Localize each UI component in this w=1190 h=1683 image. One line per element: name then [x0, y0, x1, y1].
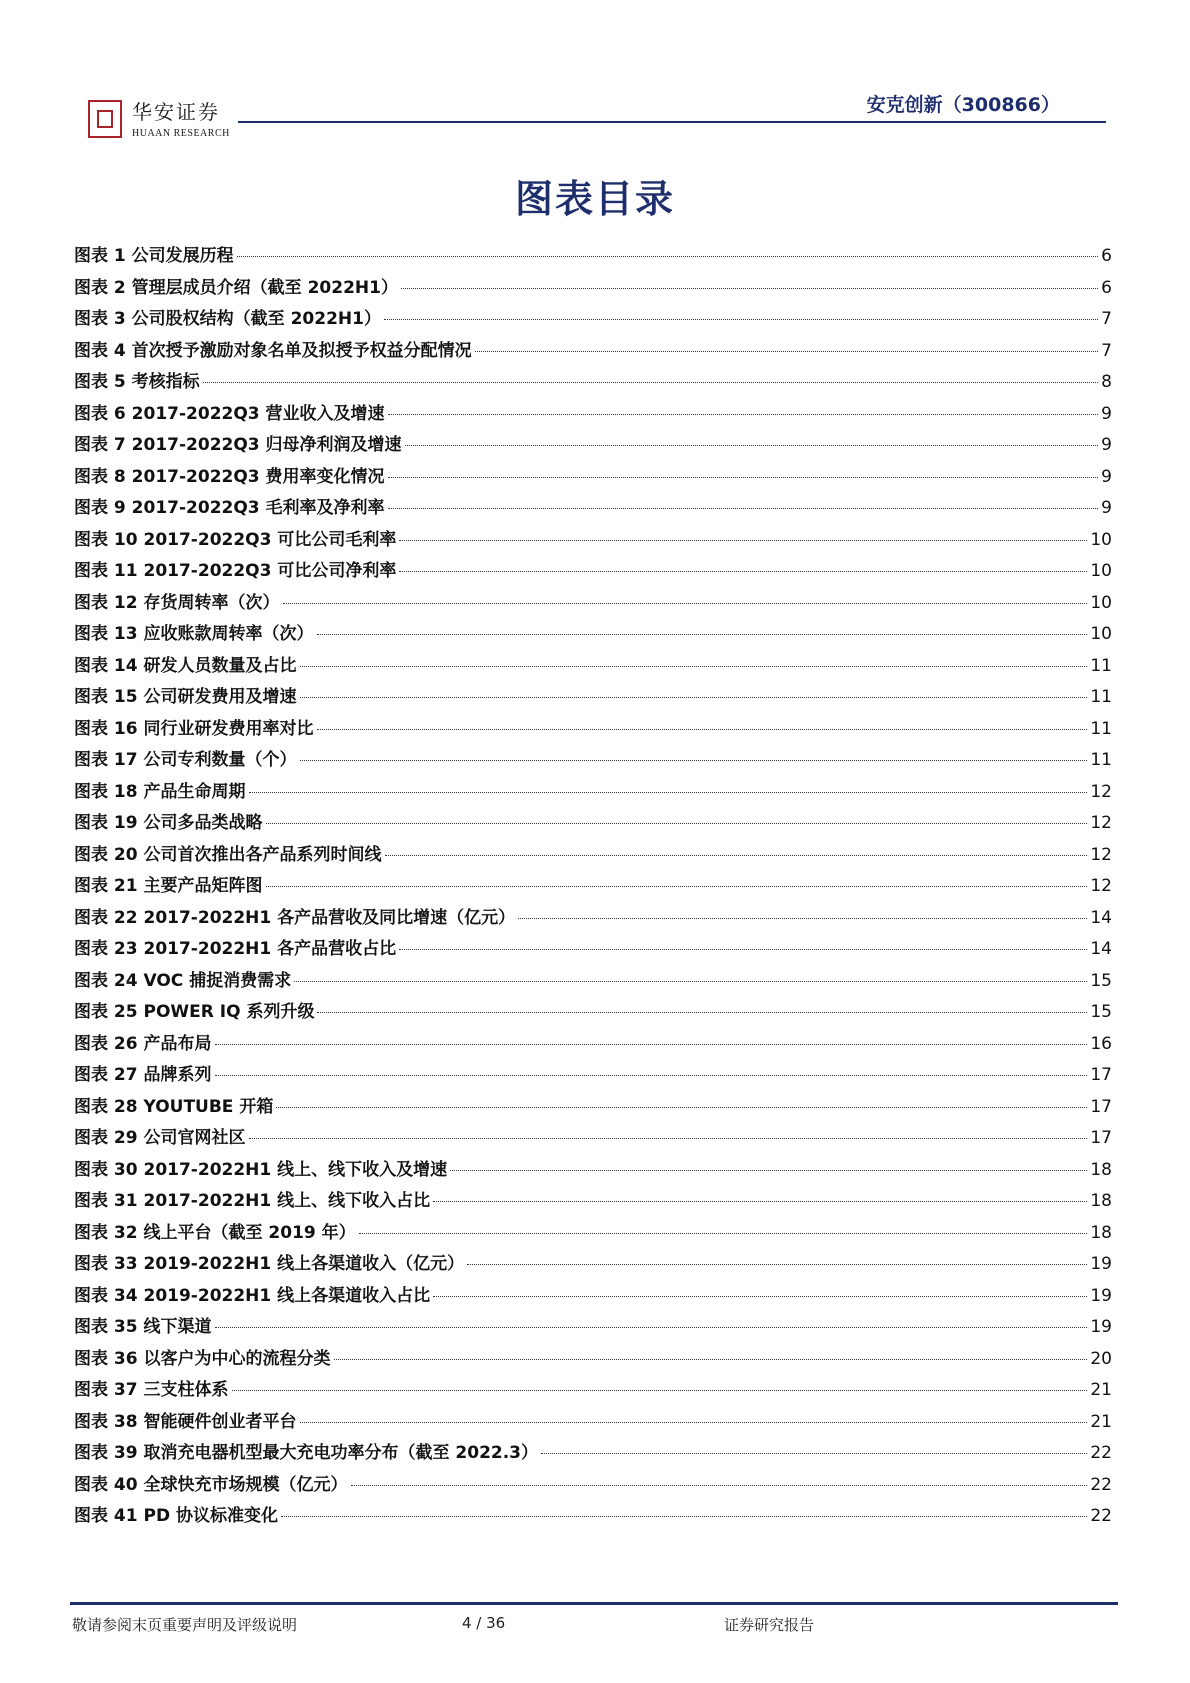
toc-leader-dots: [203, 382, 1099, 383]
toc-leader-dots: [215, 1044, 1088, 1045]
toc-entry-page: 9: [1101, 403, 1112, 424]
toc-entry-page: 10: [1090, 624, 1112, 644]
toc-entry-page: 7: [1101, 309, 1112, 329]
toc-leader-dots: [215, 1327, 1088, 1328]
toc-leader-dots: [399, 571, 1087, 572]
toc-entry[interactable]: [74, 1312, 1112, 1344]
toc-entry-label: 图表 21 主要产品矩阵图: [74, 876, 263, 896]
toc-entry-page: 12: [1090, 844, 1112, 865]
toc-entry-label: 图表 3 公司股权结构（截至 2022H1）: [74, 309, 381, 329]
toc-leader-dots: [237, 256, 1099, 257]
toc-entry-page: 7: [1101, 340, 1112, 361]
toc-entry-label: 图表 41 PD 协议标准变化: [74, 1506, 278, 1526]
toc-entry[interactable]: [74, 1344, 1112, 1376]
huaan-logo: [88, 96, 238, 146]
toc-entry[interactable]: [74, 871, 1112, 903]
toc-entry-page: 11: [1090, 750, 1112, 770]
toc-entry[interactable]: [74, 1092, 1112, 1124]
toc-entry-label: 图表 2 管理层成员介绍（截至 2022H1）: [74, 277, 398, 298]
toc-entry-label: 图表 38 智能硬件创业者平台: [74, 1411, 297, 1432]
toc-entry[interactable]: [74, 1155, 1112, 1187]
toc-entry-label: 图表 19 公司多品类战略: [74, 813, 263, 833]
toc-entry[interactable]: [74, 1218, 1112, 1250]
toc-entry-page: 12: [1090, 813, 1112, 833]
toc-leader-dots: [541, 1453, 1087, 1454]
toc-entry[interactable]: [74, 1375, 1112, 1407]
toc-entry-label: 图表 13 应收账款周转率（次）: [74, 624, 314, 644]
toc-entry-page: 22: [1090, 1474, 1112, 1495]
toc-leader-dots: [334, 1359, 1088, 1360]
toc-leader-dots: [281, 1516, 1087, 1517]
toc-entry-label: 图表 20 公司首次推出各产品系列时间线: [74, 844, 382, 865]
toc-entry-page: 19: [1090, 1317, 1112, 1337]
toc-entry-label: 图表 14 研发人员数量及占比: [74, 655, 297, 676]
toc-leader-dots: [384, 319, 1098, 320]
toc-entry-page: 11: [1090, 687, 1112, 707]
toc-leader-dots: [399, 949, 1087, 950]
footer-report-type: 证券研究报告: [724, 1616, 815, 1634]
toc-leader-dots: [405, 445, 1099, 446]
page-header: [0, 0, 1190, 150]
toc-entry-label: 图表 15 公司研发费用及增速: [74, 687, 297, 707]
toc-entry-label: 图表 30 2017-2022H1 线上、线下收入及增速: [74, 1159, 448, 1180]
toc-leader-dots: [300, 666, 1088, 667]
toc-leader-dots: [300, 1422, 1088, 1423]
logo-english-text: HUAAN RESEARCH: [132, 128, 230, 139]
toc-entry[interactable]: [74, 934, 1112, 966]
toc-entry[interactable]: [74, 619, 1112, 651]
toc-leader-dots: [388, 477, 1099, 478]
toc-entry-label: 图表 40 全球快充市场规模（亿元）: [74, 1474, 348, 1495]
toc-entry-page: 10: [1090, 592, 1112, 613]
toc-entry[interactable]: [74, 714, 1112, 746]
toc-entry[interactable]: [74, 1029, 1112, 1061]
toc-entry[interactable]: [74, 336, 1112, 368]
toc-entry-page: 16: [1090, 1033, 1112, 1054]
toc-entry[interactable]: [74, 1123, 1112, 1155]
toc-entry-page: 20: [1090, 1348, 1112, 1369]
toc-entry-label: 图表 37 三支柱体系: [74, 1380, 229, 1400]
toc-entry[interactable]: [74, 840, 1112, 872]
toc-entry-label: 图表 24 VOC 捕捉消费需求: [74, 970, 292, 991]
toc-entry-page: 19: [1090, 1285, 1112, 1306]
toc-entry-label: 图表 25 POWER IQ 系列升级: [74, 1002, 315, 1022]
toc-entry[interactable]: [74, 493, 1112, 525]
toc-entry-page: 18: [1090, 1222, 1112, 1243]
toc-leader-dots: [359, 1233, 1088, 1234]
toc-entry[interactable]: [74, 1249, 1112, 1281]
toc-entry[interactable]: [74, 903, 1112, 935]
toc-leader-dots: [450, 1170, 1087, 1171]
toc-entry-page: 10: [1090, 529, 1112, 550]
toc-entry-page: 15: [1090, 970, 1112, 991]
toc-leader-dots: [385, 855, 1088, 856]
toc-leader-dots: [300, 697, 1088, 698]
toc-entry-label: 图表 32 线上平台（截至 2019 年）: [74, 1222, 356, 1243]
toc-entry-label: 图表 1 公司发展历程: [74, 246, 234, 266]
toc-entry-label: 图表 16 同行业研发费用率对比: [74, 718, 314, 739]
toc-entry-label: 图表 17 公司专利数量（个）: [74, 750, 297, 770]
toc-entry-page: 6: [1101, 246, 1112, 266]
toc-leader-dots: [317, 634, 1088, 635]
toc-leader-dots: [518, 918, 1087, 919]
footer-disclaimer: 敬请参阅末页重要声明及评级说明: [72, 1616, 298, 1634]
toc-entry[interactable]: [74, 304, 1112, 336]
toc-entry-label: 图表 35 线下渠道: [74, 1317, 212, 1337]
toc-entry-label: 图表 8 2017-2022Q3 费用率变化情况: [74, 466, 385, 487]
toc-entry[interactable]: [74, 1281, 1112, 1313]
toc-leader-dots: [249, 792, 1088, 793]
toc-entry-page: 18: [1090, 1159, 1112, 1180]
toc-leader-dots: [300, 760, 1088, 761]
toc-entry[interactable]: [74, 1407, 1112, 1439]
toc-leader-dots: [232, 1390, 1088, 1391]
toc-entry-page: 14: [1090, 907, 1112, 928]
toc-entry[interactable]: [74, 997, 1112, 1029]
toc-entry-page: 6: [1101, 277, 1112, 298]
toc-entry[interactable]: [74, 1438, 1112, 1470]
toc-entry-page: 21: [1090, 1380, 1112, 1400]
toc-entry-page: 14: [1090, 939, 1112, 959]
toc-entry-page: 15: [1090, 1002, 1112, 1022]
toc-entry[interactable]: [74, 651, 1112, 683]
toc-entry[interactable]: [74, 966, 1112, 998]
toc-entry-label: 图表 36 以客户为中心的流程分类: [74, 1348, 331, 1369]
toc-leader-dots: [399, 540, 1087, 541]
toc-leader-dots: [317, 729, 1088, 730]
toc-entry-label: 图表 31 2017-2022H1 线上、线下收入占比: [74, 1191, 431, 1211]
toc-leader-dots: [249, 1138, 1088, 1139]
toc-entry[interactable]: [74, 745, 1112, 777]
toc-entry-label: 图表 12 存货周转率（次）: [74, 592, 280, 613]
toc-entry-label: 图表 18 产品生命周期: [74, 781, 246, 802]
toc-leader-dots: [388, 508, 1099, 509]
toc-entry-label: 图表 29 公司官网社区: [74, 1128, 246, 1148]
toc-leader-dots: [215, 1075, 1088, 1076]
toc-leader-dots: [388, 414, 1099, 415]
toc-leader-dots: [276, 1107, 1087, 1108]
toc-entry-label: 图表 26 产品布局: [74, 1033, 212, 1054]
toc-entry-page: 17: [1090, 1065, 1112, 1085]
toc-entry[interactable]: [74, 525, 1112, 557]
toc-entry-page: 9: [1101, 435, 1112, 455]
toc-entry[interactable]: [74, 367, 1112, 399]
toc-entry-label: 图表 9 2017-2022Q3 毛利率及净利率: [74, 498, 385, 518]
toc-entry[interactable]: [74, 241, 1112, 273]
page-title: 图表目录: [514, 177, 675, 221]
toc-entry-label: 图表 5 考核指标: [74, 372, 200, 392]
toc-entry[interactable]: [74, 1470, 1112, 1502]
toc-entry-label: 图表 33 2019-2022H1 线上各渠道收入（亿元）: [74, 1254, 465, 1274]
toc-leader-dots: [401, 288, 1098, 289]
toc-entry-page: 9: [1101, 466, 1112, 487]
toc-leader-dots: [317, 1012, 1087, 1013]
toc-entry-page: 12: [1090, 781, 1112, 802]
toc-entry-page: 17: [1090, 1096, 1112, 1117]
toc-entry-page: 8: [1101, 372, 1112, 392]
toc-entry-label: 图表 6 2017-2022Q3 营业收入及增速: [74, 403, 385, 424]
report-title: 安克创新（300866）: [866, 94, 1060, 116]
toc-entry[interactable]: [74, 1060, 1112, 1092]
toc-entry-label: 图表 7 2017-2022Q3 归母净利润及增速: [74, 435, 402, 455]
toc-entry-label: 图表 22 2017-2022H1 各产品营收及同比增速（亿元）: [74, 907, 516, 928]
toc-entry[interactable]: [74, 273, 1112, 305]
toc-entry-page: 22: [1090, 1443, 1112, 1463]
toc-entry[interactable]: [74, 399, 1112, 431]
toc-leader-dots: [475, 351, 1099, 352]
toc-leader-dots: [433, 1201, 1087, 1202]
toc-entry-page: 11: [1090, 655, 1112, 676]
toc-entry-label: 图表 34 2019-2022H1 线上各渠道收入占比: [74, 1285, 431, 1306]
toc-entry-label: 图表 11 2017-2022Q3 可比公司净利率: [74, 561, 397, 581]
toc-entry-label: 图表 10 2017-2022Q3 可比公司毛利率: [74, 529, 397, 550]
logo-chinese-text: 华安证券: [132, 100, 220, 124]
toc-entry-page: 12: [1090, 876, 1112, 896]
toc-entry[interactable]: [74, 462, 1112, 494]
toc-leader-dots: [467, 1264, 1087, 1265]
footer-page-number: 4 / 36: [462, 1614, 506, 1632]
toc-entry[interactable]: [74, 1186, 1112, 1218]
toc-entry[interactable]: [74, 777, 1112, 809]
toc-entry-label: 图表 39 取消充电器机型最大充电功率分布（截至 2022.3）: [74, 1443, 539, 1463]
toc-leader-dots: [266, 823, 1088, 824]
toc-entry[interactable]: [74, 556, 1112, 588]
toc-leader-dots: [283, 603, 1088, 604]
toc-entry[interactable]: [74, 682, 1112, 714]
toc-entry[interactable]: [74, 588, 1112, 620]
toc-entry-page: 11: [1090, 718, 1112, 739]
toc-leader-dots: [266, 886, 1088, 887]
toc-entry-page: 19: [1090, 1254, 1112, 1274]
toc-entry-page: 10: [1090, 561, 1112, 581]
toc-entry-label: 图表 27 品牌系列: [74, 1065, 212, 1085]
table-of-figures: [74, 241, 1112, 1533]
toc-entry-label: 图表 4 首次授予激励对象名单及拟授予权益分配情况: [74, 340, 472, 361]
toc-entry-page: 21: [1090, 1411, 1112, 1432]
header-divider: [238, 121, 1106, 123]
footer-divider: [70, 1602, 1118, 1605]
toc-entry[interactable]: [74, 430, 1112, 462]
toc-leader-dots: [433, 1296, 1087, 1297]
toc-entry-page: 9: [1101, 498, 1112, 518]
toc-entry-label: 图表 28 YOUTUBE 开箱: [74, 1096, 274, 1117]
toc-entry-page: 18: [1090, 1191, 1112, 1211]
toc-entry-page: 22: [1090, 1506, 1112, 1526]
toc-entry-label: 图表 23 2017-2022H1 各产品营收占比: [74, 939, 397, 959]
toc-entry[interactable]: [74, 1501, 1112, 1533]
seal-icon: [88, 100, 122, 138]
toc-entry[interactable]: [74, 808, 1112, 840]
toc-leader-dots: [294, 981, 1087, 982]
toc-leader-dots: [351, 1485, 1088, 1486]
toc-entry-page: 17: [1090, 1128, 1112, 1148]
